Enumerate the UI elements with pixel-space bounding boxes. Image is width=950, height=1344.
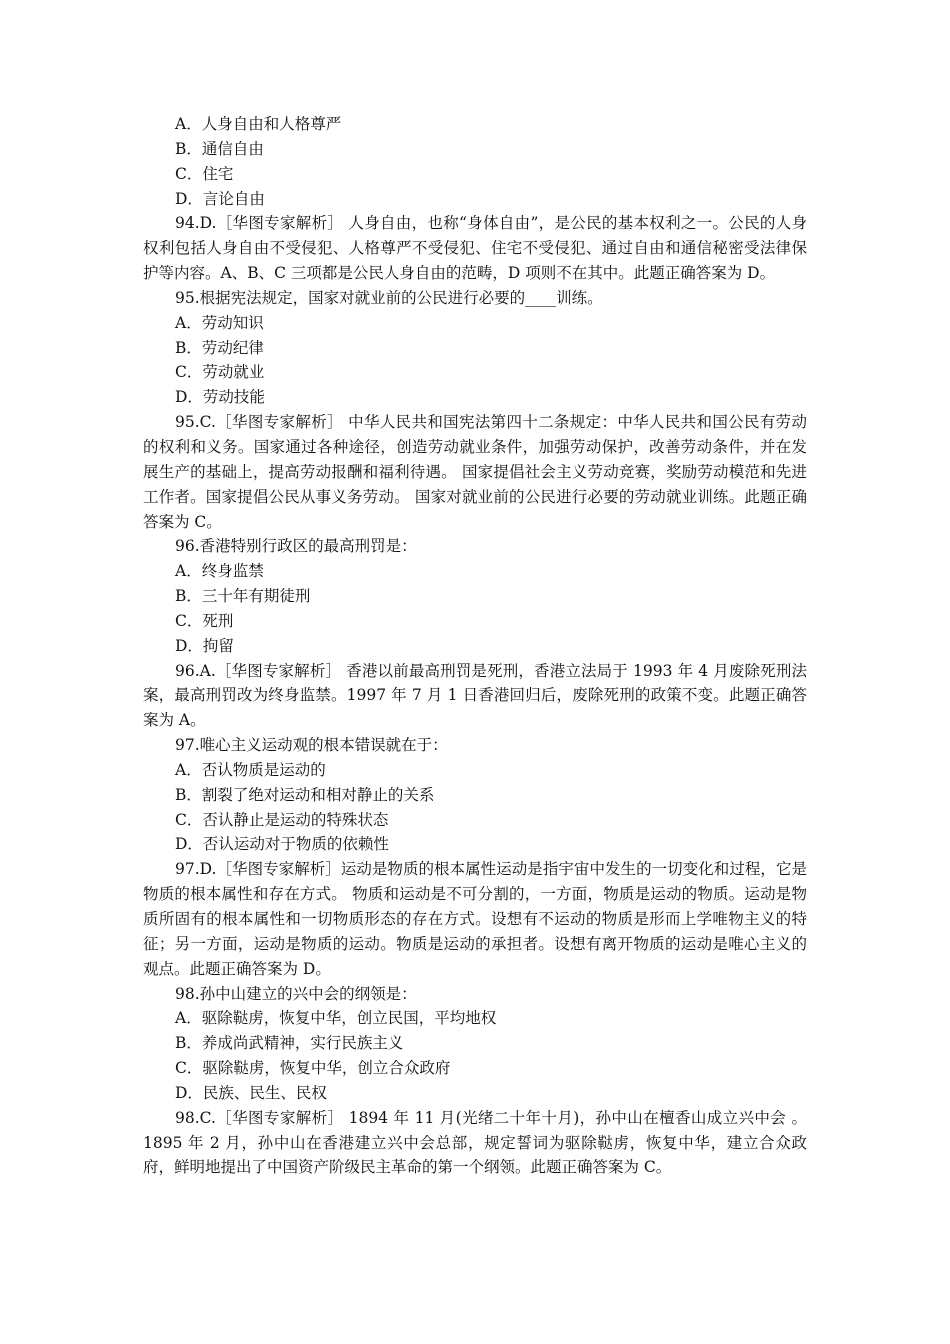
- q97-option-c: C．否认静止是运动的特殊状态: [175, 810, 389, 829]
- q98-option-a: A．驱除鞑虏，恢复中华，创立民国，平均地权: [175, 1009, 497, 1028]
- q96-option-d: D．拘留: [175, 636, 234, 655]
- q96-option-c: C．死刑: [175, 611, 234, 630]
- q97-option-b: B．割裂了绝对运动和相对静止的关系: [175, 785, 435, 804]
- q97-option-a: A．否认物质是运动的: [175, 760, 326, 779]
- q98-option-d: D．民族、民生、民权: [175, 1083, 327, 1102]
- q96-answer-explanation: 96.A.［华图专家解析］ 香港以前最高刑罚是死刑，香港立法局于 1993 年 4 月废除死刑法案，最高刑罚改为终身监禁。1997 年 7 月 1 日香港回归后，废除死刑的政策不变。此题正确答案为 A。: [143, 661, 807, 730]
- q96-option-b: B．三十年有期徒刑: [175, 587, 311, 606]
- q94-option-a: A．人身自由和人格尊严: [175, 115, 342, 133]
- q96-question: 96.香港特别行政区的最高刑罚是：: [175, 537, 417, 556]
- q95-question: 95.根据宪法规定，国家对就业前的公民进行必要的____训练。: [175, 288, 603, 307]
- q95-option-d: D．劳动技能: [175, 388, 265, 407]
- q98-answer-explanation: 98.C.［华图专家解析］ 1894 年 11 月(光绪二十年十月)，孙中山在檀香山成立兴中会 。1895 年 2 月，孙中山在香港建立兴中会总部，规定誓词为驱除鞑虏，恢复中华，建立合众政府，鲜明地提出了中国资产阶级民主革命的第一个纲领。此题正确答案为 C。: [143, 1108, 807, 1177]
- q98-option-c: C．驱除鞑虏，恢复中华，创立合众政府: [175, 1059, 451, 1078]
- q94-option-b: B．通信自由: [175, 139, 264, 158]
- q95-option-a: A．劳动知识: [175, 313, 264, 332]
- q95-option-c: C．劳动就业: [175, 363, 265, 382]
- q97-question: 97.唯心主义运动观的根本错误就在于：: [175, 736, 448, 755]
- q94-option-d: D．言论自由: [175, 189, 265, 208]
- q94-option-c: C．住宅: [175, 164, 234, 183]
- q96-option-a: A．终身监禁: [175, 562, 264, 581]
- q94-answer-explanation: 94.D.［华图专家解析］ 人身自由，也称“身体自由”，是公民的基本权利之一。公民的人身权利包括人身自由不受侵犯、人格尊严不受侵犯、住宅不受侵犯、通过自由和通信秘密受法律保护等内容。A、B、C 三项都是公民人身自由的范畴，D 项则不在其中。此题正确答案为 D。: [143, 214, 807, 283]
- q98-question: 98.孙中山建立的兴中会的纲领是：: [175, 984, 417, 1003]
- q97-answer-explanation: 97.D.［华图专家解析］运动是物质的根本属性运动是指宇宙中发生的一切变化和过程，它是物质的根本属性和存在方式。 物质和运动是不可分割的，一方面，物质是运动的物质。运动是物质所固有的根本属性和一切物质形态的存在方式。设想有不运动的物质是形而上学唯物主义的特征；另一方面，运动是物质的运动。物质是运动的承担者。设想有离开物质的运动是唯心主义的观点。此题正确答案为 D。: [143, 860, 807, 978]
- q97-option-d: D．否认运动对于物质的依赖性: [175, 835, 389, 854]
- q95-option-b: B．劳动纪律: [175, 338, 264, 357]
- q95-answer-explanation: 95.C.［华图专家解析］ 中华人民共和国宪法第四十二条规定：中华人民共和国公民有劳动的权利和义务。国家通过各种途径，创造劳动就业条件，加强劳动保护，改善劳动条件，并在发展生产的基础上，提高劳动报酬和福利待遇。 国家提倡社会主义劳动竞赛，奖励劳动模范和先进工作者。国家提倡公民从事义务劳动。 国家对就业前的公民进行必要的劳动就业训练。此题正确答案为 C。: [143, 413, 807, 531]
- q98-option-b: B．养成尚武精神，实行民族主义: [175, 1034, 404, 1053]
- document-page: [143, 112, 807, 1180]
